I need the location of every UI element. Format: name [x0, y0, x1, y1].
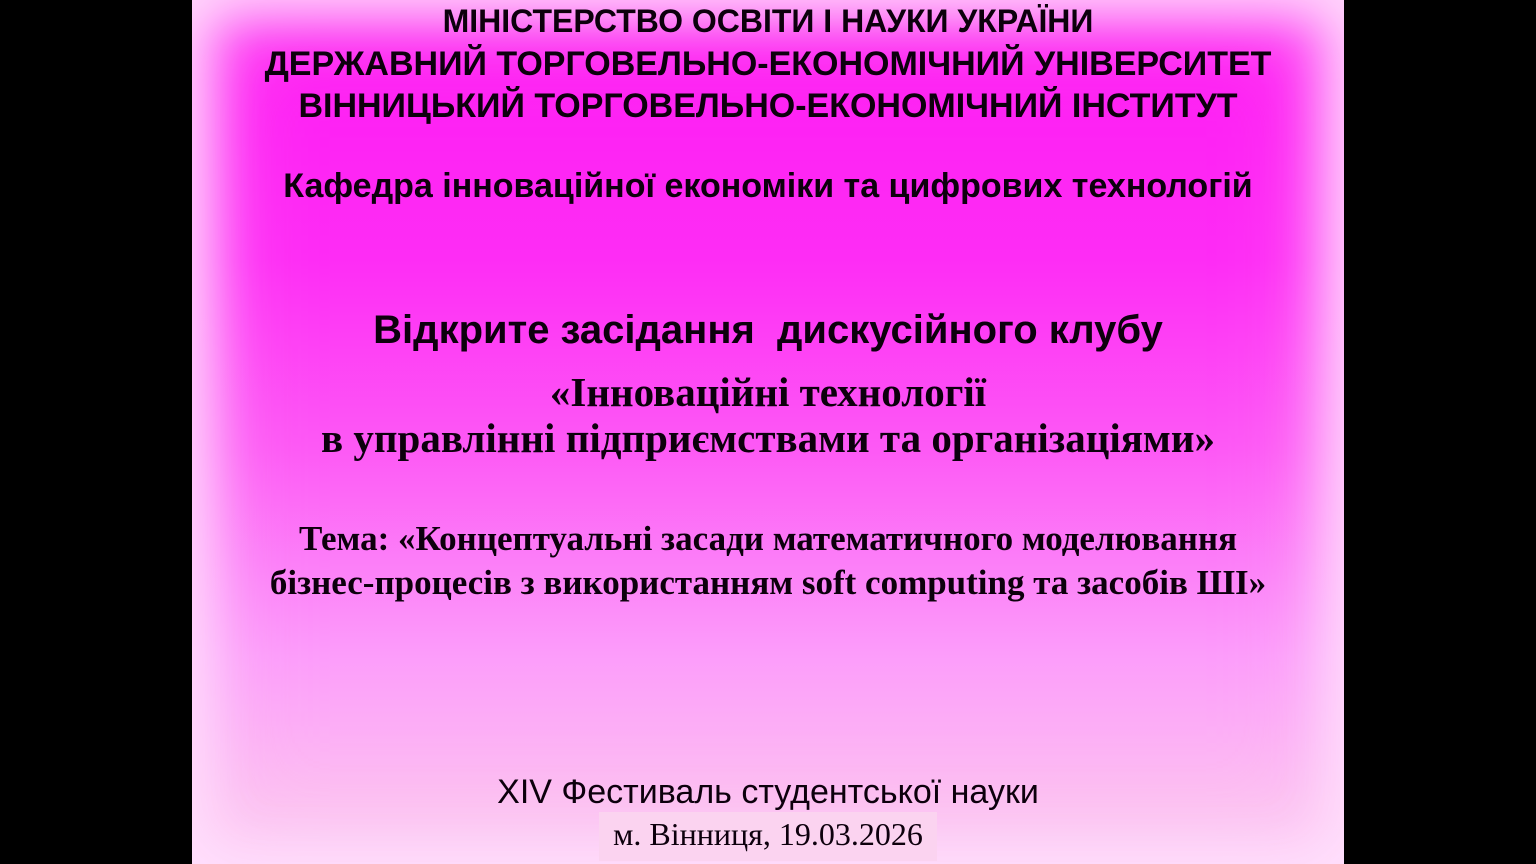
university-line: ДЕРЖАВНИЙ ТОРГОВЕЛЬНО-ЕКОНОМІЧНИЙ УНІВЕРСИТЕТ — [264, 45, 1272, 83]
institute-line: ВІННИЦЬКИЙ ТОРГОВЕЛЬНО-ЕКОНОМІЧНИЙ ІНСТИТУТ — [298, 87, 1238, 125]
ministry-line: МІНІСТЕРСТВО ОСВІТИ І НАУКИ УКРАЇНИ — [442, 3, 1094, 39]
letterbox-right — [1344, 0, 1536, 864]
topic-line-2: бізнес-процесів з використанням soft computing та засобів ШІ» — [269, 563, 1267, 602]
club-name-line-2: в управлінні підприємствами та організаціями» — [321, 415, 1215, 461]
festival-line: XIV Фестиваль студентської науки — [497, 773, 1039, 811]
letterbox-left — [0, 0, 192, 864]
department-line: Кафедра інноваційної економіки та цифрових технологій — [283, 167, 1253, 205]
place-date: м. Вінниця, 19.03.2026 — [599, 812, 937, 861]
event-title: Відкрите засідання дискусійного клубу — [373, 308, 1163, 352]
title-slide — [192, 0, 1344, 864]
club-name-line-1: «Інноваційні технології — [549, 369, 987, 415]
place-date-row — [192, 812, 1344, 861]
topic-line-1: Тема: «Концептуальні засади математичного моделювання — [298, 519, 1238, 558]
